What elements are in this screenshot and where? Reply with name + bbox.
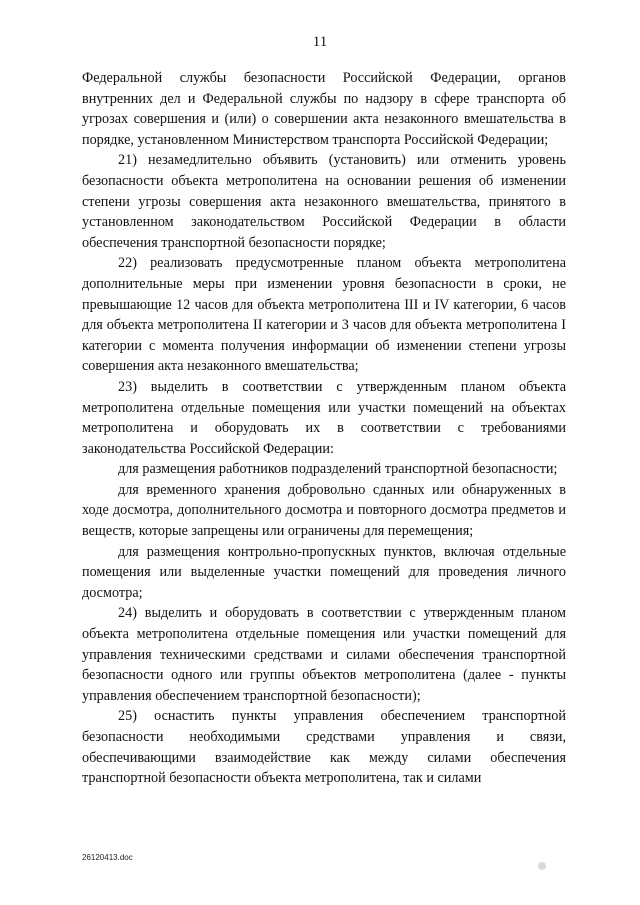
paragraph-sub-storage-premises: для временного хранения добровольно сданных или обнаруженных в ходе досмотра, дополнительного досмотра и повторного досмотра предметов и веществ, которые запрещены или ограничены для перемещения;	[82, 481, 566, 540]
paragraph-item-24: 24) выделить и оборудовать в соответствии с утвержденным планом объекта метрополитена отдельные помещения или участки помещений для управления техническими средствами и силами обеспечения транспортной безопасности одного или группы объектов метрополитена (далее - пункты управления обеспечением транспортной безопасности);	[82, 605, 566, 704]
footer-filename: 26120413.doc	[82, 853, 133, 862]
paragraph-sub-checkpoint-premises: для размещения контрольно-пропускных пунктов, включая отдельные помещения или выделенные участки помещений для проведения личного досмотра;	[82, 543, 566, 601]
scan-artifact-mark	[538, 862, 546, 870]
paragraph-item-22: 22) реализовать предусмотренные планом объекта метрополитена дополнительные меры при изменении уровня безопасности в сроки, не превышающие 12 часов для объекта метрополитена III и IV категории, 6 часов для объекта метрополитена II категории и 3 часов для объекта метрополитена I категории с момента получения информации об изменении степени угрозы совершения акта незаконного вмешательства;	[82, 255, 566, 375]
paragraph-sub-staff-premises: для размещения работников подразделений транспортной безопасности;	[118, 461, 558, 478]
paragraph-item-23: 23) выделить в соответствии с утвержденным планом объекта метрополитена отдельные помещения или участки помещений на объектах метрополитена и оборудовать их в соответствии с требованиями законодательства Российской Федерации:	[82, 378, 566, 457]
paragraph-item-25: 25) оснастить пункты управления обеспечением транспортной безопасности необходимыми средствами управления и связи, обеспечивающими взаимодействие как между силами обеспечения транспортной безопасности объекта метрополитена, так и силами	[82, 708, 566, 787]
document-body	[82, 68, 566, 789]
paragraph-continuation: Федеральной службы безопасности Российской Федерации, органов внутренних дел и Федеральной службы по надзору в сфере транспорта об угрозах совершения и (или) о совершении акта незаконного вмешательства в порядке, установленном Министерством транспорта Российской Федерации;	[82, 70, 566, 148]
page-number: 11	[312, 34, 328, 50]
paragraph-item-21: 21) незамедлительно объявить (установить) или отменить уровень безопасности объекта метрополитена на основании решения об изменении степени угрозы совершения акта незаконного вмешательства, принятого в установленном законодательством Российской Федерации в области обеспечения транспортной безопасности порядке;	[82, 152, 566, 251]
